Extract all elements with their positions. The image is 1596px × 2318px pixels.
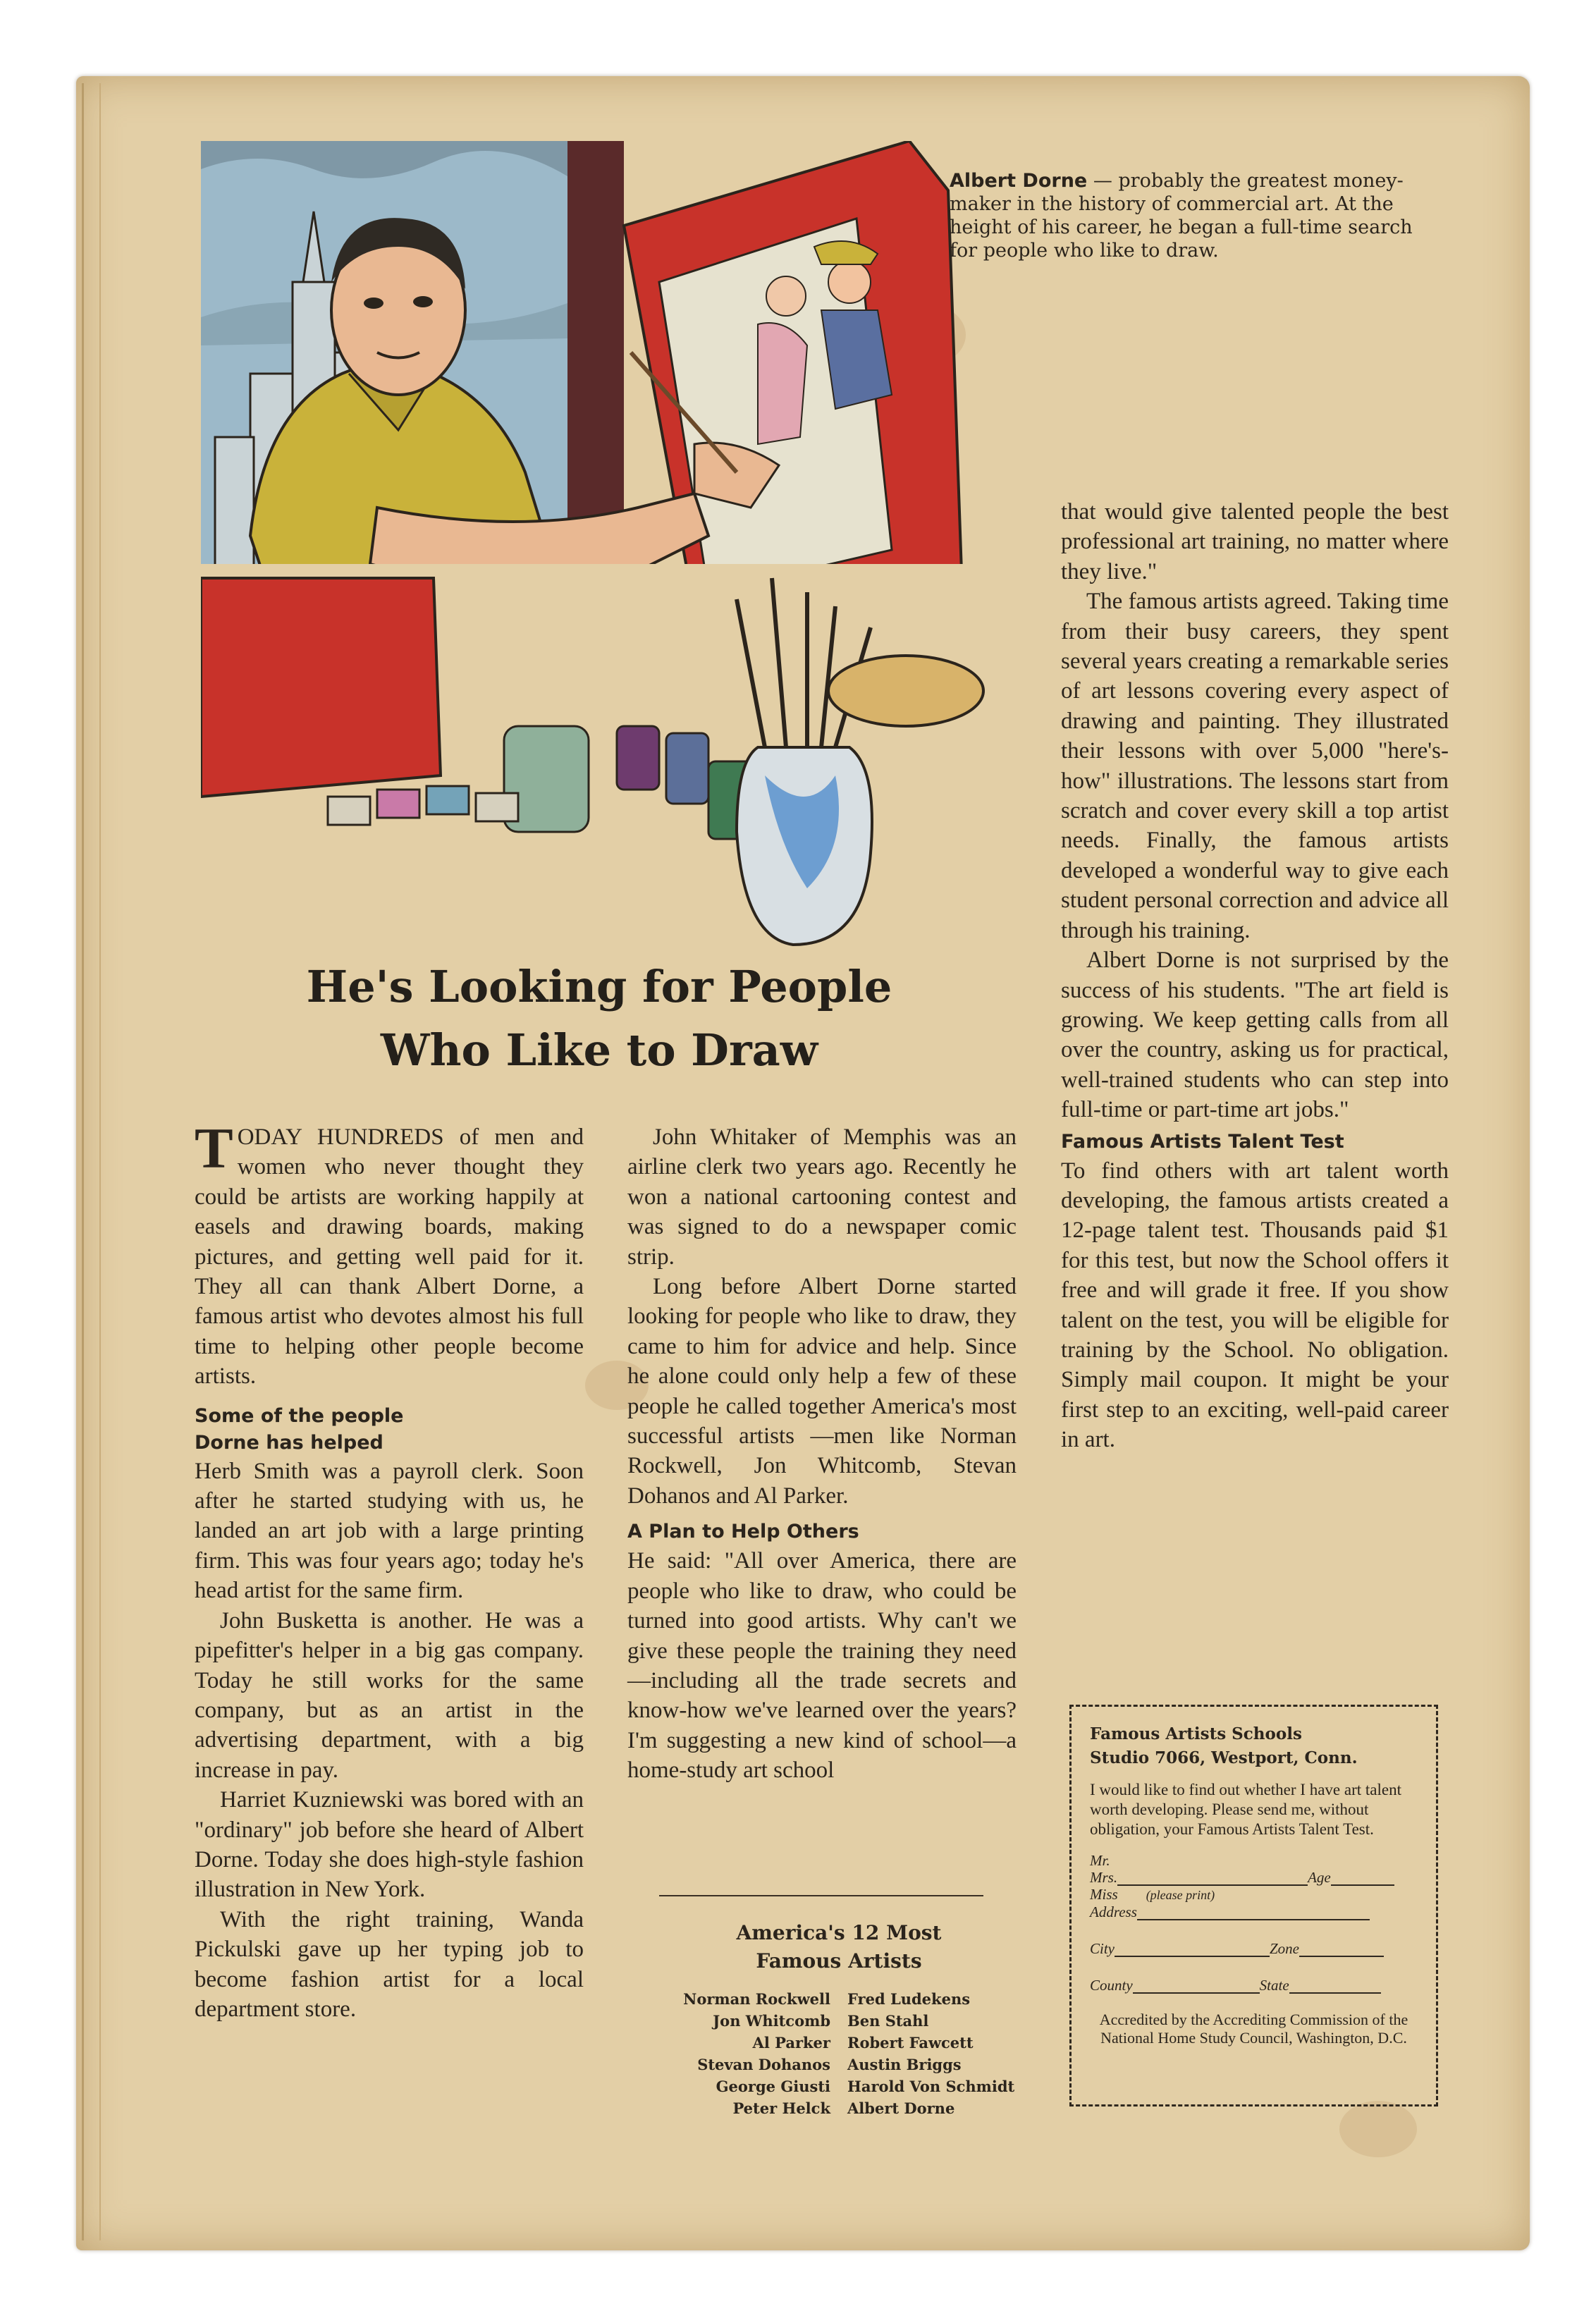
caption-text: — probably the greatest money-maker in the history of commercial art. At the height of his career, he began a full-time search for people who like to draw. xyxy=(950,170,1413,262)
lead-smallcaps: ODAY HUNDREDS xyxy=(237,1124,444,1150)
artist-name: Norman Rockwell xyxy=(683,1990,830,2008)
drop-cap: T xyxy=(195,1116,233,1180)
illustration-caption xyxy=(950,169,1415,262)
paragraph: He said: "All over America, there are people who like to draw, who could be turned into good artists. Why can't we give these people the training they need—including all the trade secrets and know-how we've learned over the years? I'm suggesting a new kind of school—a home-study art school xyxy=(627,1548,1017,1784)
address-line[interactable] xyxy=(1137,1906,1370,1920)
subheading xyxy=(195,1403,584,1457)
age-line[interactable] xyxy=(1331,1872,1394,1886)
city-field[interactable] xyxy=(1090,1940,1418,1957)
mrs-label: Mrs. xyxy=(1090,1869,1118,1886)
subheading: A Plan to Help Others xyxy=(627,1521,859,1543)
page-edge-stack xyxy=(82,83,101,2240)
famous-artists-title xyxy=(620,1919,1057,1975)
title-line: America's 12 Most xyxy=(736,1921,942,1944)
name-line[interactable] xyxy=(1117,1872,1308,1886)
famous-artists-list xyxy=(620,1919,1057,2119)
paragraph: John Busketta is another. He was a pipefitter's helper in a big gas company. Today he still works for the same company, but as an artist in the advertising department, with a big increase in pay. xyxy=(195,1607,584,1783)
paragraph: Herb Smith was a payroll clerk. Soon after he started studying with us, he landed an art job with a large printing firm. This was four years ago; today he's head artist for the same firm. xyxy=(195,1458,584,1604)
caption-name: Albert Dorne xyxy=(950,170,1088,192)
county-line[interactable] xyxy=(1133,1980,1260,1994)
county-field[interactable] xyxy=(1090,1977,1418,1994)
coupon-address: Studio 7066, Westport, Conn. xyxy=(1090,1748,1358,1767)
artist-name: Stevan Dohanos xyxy=(697,2056,830,2073)
divider-rule xyxy=(659,1895,983,1896)
artist-name: Austin Briggs xyxy=(847,2056,962,2073)
artist-name: Robert Fawcett xyxy=(847,2034,974,2052)
artist-name: George Giusti xyxy=(716,2078,830,2095)
paragraph xyxy=(195,1116,584,1392)
headline-line-2: Who Like to Draw xyxy=(380,1024,818,1076)
artist-name: Ben Stahl xyxy=(847,2012,929,2030)
paragraph: Long before Albert Dorne started looking for people who like to draw, they came to him for advice and help. Since he alone could only help a few of these people he called together America's most successful artists —men like Norman Rockwell, Jon Whitcomb, Stevan Dohanos and Al Parker. xyxy=(627,1274,1017,1509)
paragraph: Harriet Kuzniewski was bored with an "ordinary" job before she heard of Albert Dorne. Today she does high-style fashion illustration in New York. xyxy=(195,1787,584,1903)
paragraph: The famous artists agreed. Taking time from their busy careers, they spent several years creating a remarkable series of art lessons covering every aspect of drawing and painting. They illustrated their lessons with over 5,000 "here's-how" illustrations. The lessons start from scratch and cover every skill a top artist needs. Finally, the famous artists developed a wonderful way to give each student personal correction and advice all through his training. xyxy=(1061,589,1449,943)
age-label: Age xyxy=(1308,1869,1331,1886)
city-line[interactable] xyxy=(1115,1943,1270,1957)
artist-name: Jon Whitcomb xyxy=(713,2012,830,2030)
address-label: Address xyxy=(1090,1903,1137,1920)
paragraph: To find others with art talent worth developing, the famous artists created a 12-page talent test. Thousands paid $1 for this test, but now the School offers it free and will grade it free. If you show talent on the test, you will be eligible for training by the School. No obligation. Simply mail coupon. It might be your first step to an exciting, well-paid career in art. xyxy=(1061,1158,1449,1453)
headline-line-1: He's Looking for People xyxy=(306,961,892,1012)
mr-label: Mr. xyxy=(1090,1852,1110,1869)
artist-name: Fred Ludekens xyxy=(847,1990,971,2008)
mail-coupon[interactable] xyxy=(1069,1705,1438,2107)
artist-name: Peter Helck xyxy=(732,2099,830,2117)
miss-label: Miss xyxy=(1090,1886,1118,1903)
paragraph-text: of men and women who never thought they could be artists are working happily at easels and drawing boards, making pictures, and getting well paid for it. They all can thank Albert Dorne, a famous artist who devotes almost his full time to helping other people become artists. xyxy=(195,1124,584,1390)
paragraph: that would give talented people the best professional art training, no matter where they live." xyxy=(1061,499,1449,584)
headline xyxy=(211,955,987,1082)
subheading-line: Some of the people xyxy=(195,1404,404,1427)
paragraph: John Whitaker of Memphis was an airline clerk two years ago. Recently he won a national cartooning contest and was signed to do a newspaper comic strip. xyxy=(627,1124,1017,1270)
zone-label: Zone xyxy=(1270,1940,1299,1957)
artist-name: Harold Von Schmidt xyxy=(847,2078,1015,2095)
subheading-line: Dorne has helped xyxy=(195,1431,383,1454)
coupon-school: Famous Artists Schools xyxy=(1090,1724,1302,1743)
state-label: State xyxy=(1259,1977,1289,1994)
zone-line[interactable] xyxy=(1299,1943,1384,1957)
artists-grid xyxy=(620,1988,1057,2119)
name-field[interactable] xyxy=(1090,1852,1418,1920)
county-label: County xyxy=(1090,1977,1133,1994)
subheading: Famous Artists Talent Test xyxy=(1061,1130,1344,1153)
article-column-3 xyxy=(1061,497,1449,1455)
paragraph: Albert Dorne is not surprised by the success of his students. "The art field is growing. We keep getting calls from all over the country, asking us for practical, well-trained students who can step into full-time or part-time art jobs." xyxy=(1061,948,1449,1123)
artist-name: Al Parker xyxy=(752,2034,830,2052)
title-line: Famous Artists xyxy=(756,1949,922,1973)
state-line[interactable] xyxy=(1289,1980,1381,1994)
article-column-1 xyxy=(195,1116,584,2024)
artist-name: Albert Dorne xyxy=(847,2099,955,2117)
city-label: City xyxy=(1090,1940,1115,1957)
paragraph: With the right training, Wanda Pickulski gave up her typing job to become fashion artist for a local department store. xyxy=(195,1906,584,2022)
coupon-body: I would like to find out whether I have art talent worth developing. Please send me, without obligation, your Famous Artists Talent Test. xyxy=(1090,1781,1401,1838)
accreditation-note: Accredited by the Accrediting Commission of the National Home Study Council, Washington, D.C. xyxy=(1099,2011,1408,2047)
article-column-2 xyxy=(627,1122,1017,1786)
stain xyxy=(1339,2101,1417,2157)
albert-dorne-illustration xyxy=(201,141,998,952)
please-print-note: (please print) xyxy=(1146,1888,1215,1902)
